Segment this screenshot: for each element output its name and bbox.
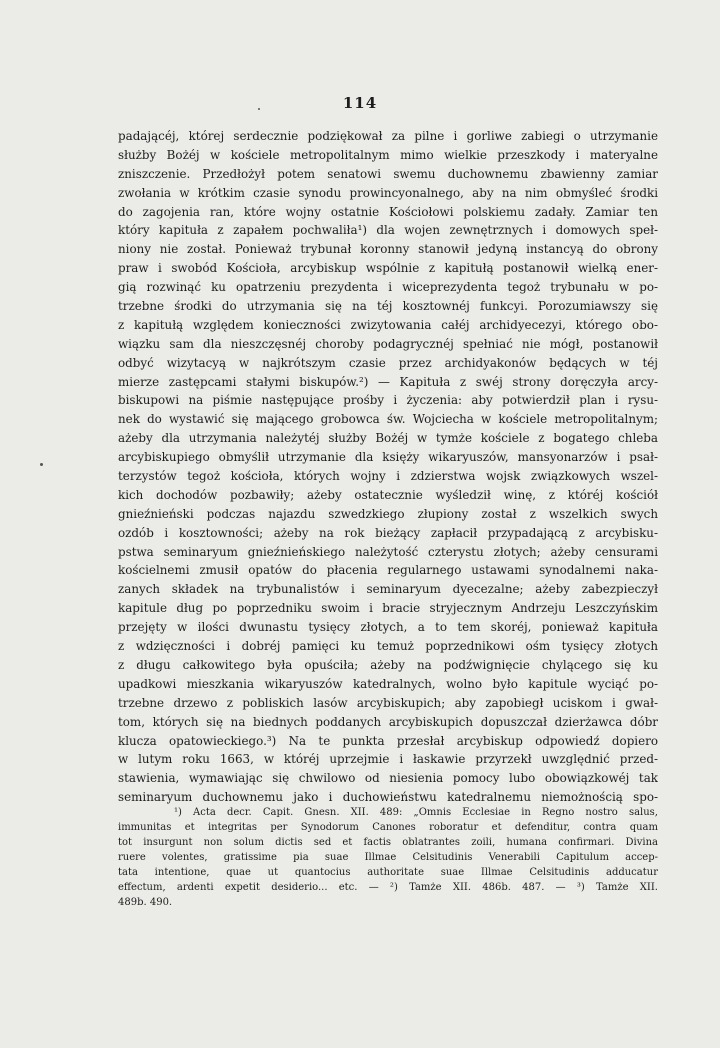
text-line: padającéj, której serdecznie podziękował za pilne i gorliwe zabiegi o utrzymanie — [118, 129, 658, 143]
text-line: kich dochodów pozbawiły; ażeby ostatecznie wyśledził winę, z któréj kościół — [118, 487, 658, 502]
text-line: kościelnemi zmusił opatów do płacenia regularnego ustawami synodalnemi naka- — [118, 563, 658, 578]
text-line: tom, których się na biednych poddanych arcybiskupich dopuszczał dzierżawca dóbr — [118, 714, 658, 729]
main-text — [118, 127, 658, 807]
footnote-line: tot insurgunt non solum dictis sed et factis oblatrantes zoili, humana confirmari. Divina — [118, 837, 658, 848]
text-line: z długu całkowitego była opuściła; ażeby na podźwignięcie chylącego się ku — [118, 657, 658, 672]
text-line: zwołania w krótkim czasie synodu prowincyonalnego, aby na nim obmyśleć środki — [118, 185, 658, 200]
text-line: do zagojenia ran, które wojny ostatnie Kościołowi polskiemu zadały. Zamiar ten — [118, 204, 658, 219]
text-line: z kapitułą względem konieczności zwizytowania całéj archidyecezyi, którego obo- — [118, 317, 658, 332]
footnote-line: tata intentione, quae ut quantocius authoritate suae Illmae Celsitudinis adducatur — [118, 867, 658, 878]
text-line: trzebne drzewo z pobliskich lasów arcybiskupich; aby zapobiegł uciskom i gwał- — [118, 695, 658, 710]
text-line: nek do wystawić się mającego grobowca św. Wojciecha w kościele metropolitalnym; — [118, 412, 658, 427]
text-line: odbyć wizytacyą w najkrótszym czasie przez archidyakonów będących w téj — [118, 355, 658, 370]
ink-speck — [258, 108, 260, 110]
text-line: biskupowi na piśmie następujące prośby i życzenia: aby potwierdził plan i rysu- — [118, 393, 658, 408]
text-line: służby Bożéj w kościele metropolitalnym mimo wielkie przeszkody i materyalne — [118, 147, 658, 162]
footnote-line: immunitas et integritas per Synodorum Canones roboratur et defenditur, contra quam — [118, 822, 658, 833]
text-line: niony nie został. Ponieważ trybunał koronny stanowił jedyną instancyą do obrony — [118, 242, 658, 257]
text-line: zniszczenie. Przedłożył potem senatowi swemu duchownemu zbawienny zamiar — [118, 166, 658, 181]
footnote-line: ruere volentes, gratissime pia suae Illmae Celsitudinis Venerabili Capitulum accep- — [118, 852, 658, 863]
text-line: wiązku sam dla nieszczęsnéj choroby podagrycznéj spełniać nie mógł, postanowił — [118, 336, 658, 351]
text-line: ażeby dla utrzymania należytéj służby Bożéj w tymże kościele z bogatego chleba — [118, 431, 658, 446]
text-line: gią rozwinąć ku opatrzeniu prezydenta i wiceprezydenta tegoż trybunału w po- — [118, 280, 658, 295]
text-line: przejęty w ilości dwunastu tysięcy złotych, a to tem skoréj, ponieważ kapituła — [118, 620, 658, 635]
footnotes — [118, 805, 658, 910]
footnote-line: ¹) Acta decr. Capit. Gnesn. XII. 489: „Omnis Ecclesiae in Regno nostro salus, — [174, 807, 658, 818]
text-line: upadkowi mieszkania wikaryuszów katedralnych, wolno było kapitule wyciąć po- — [118, 676, 658, 691]
text-line: stawienia, wymawiając się chwilowo od niesienia pomocy lubo obowiązkowéj tak — [118, 771, 658, 786]
text-line: trzebne środki do utrzymania się na téj kosztownéj funkcyi. Porozumiawszy się — [118, 299, 658, 314]
page-number: 114 — [342, 94, 378, 112]
text-line: w lutym roku 1663, w któréj uprzejmie i łaskawie przyrzekł uwzględnić przed- — [118, 752, 658, 767]
text-line: który kapituła z zapałem pochwaliła¹) dla wojen zewnętrznych i domowych speł- — [118, 223, 658, 238]
text-line: pstwa seminaryum gnieźnieńskiego należytość czterystu złotych; ażeby censurami — [118, 544, 658, 559]
text-line: zanych składek na trybunalistów i seminaryum dyecezalne; ażeby zabezpieczył — [118, 582, 658, 597]
text-line: z wdzięczności i dobréj pamięci ku temuż poprzednikowi ośm tysięcy złotych — [118, 639, 658, 654]
text-line: klucza opatowieckiego.³) Na te punkta przesłał arcybiskup odpowiedź dopiero — [118, 733, 658, 748]
text-line: arcybiskupiego obmyślił utrzymanie dla księży wikaryuszów, mansyonarzów i psał- — [118, 450, 658, 465]
text-line: seminaryum duchownemu jako i duchowieństwu katedralnemu niemożnością spo- — [118, 790, 658, 805]
text-line: gnieźnieński podczas najazdu szwedzkiego złupiony został z wszelkich swych — [118, 506, 658, 521]
text-line: mierze zastępcami stałymi biskupów.²) — Kapituła z swéj strony doręczyła arcy- — [118, 374, 658, 389]
text-line: terzystów tegoż kościoła, których wojny i zdzierstwa wojsk związkowych wszel- — [118, 469, 658, 484]
text-line: praw i swobód Kościoła, arcybiskup wspólnie z kapitułą postanowił wielką ener- — [118, 261, 658, 276]
footnote-line: effectum, ardenti expetit desiderio... etc. — ²) Tamże XII. 486b. 487. — ³) Tamże XII. — [118, 882, 658, 893]
ink-speck — [40, 463, 43, 466]
text-line: kapitule dług po poprzedniku swoim i bracie stryjecznym Andrzeju Leszczyńskim — [118, 601, 658, 616]
footnote-line: 489b. 490. — [118, 897, 173, 908]
text-line: ozdób i kosztowności; ażeby na rok bieżący zapłacił przypadającą z arcybisku- — [118, 525, 658, 540]
